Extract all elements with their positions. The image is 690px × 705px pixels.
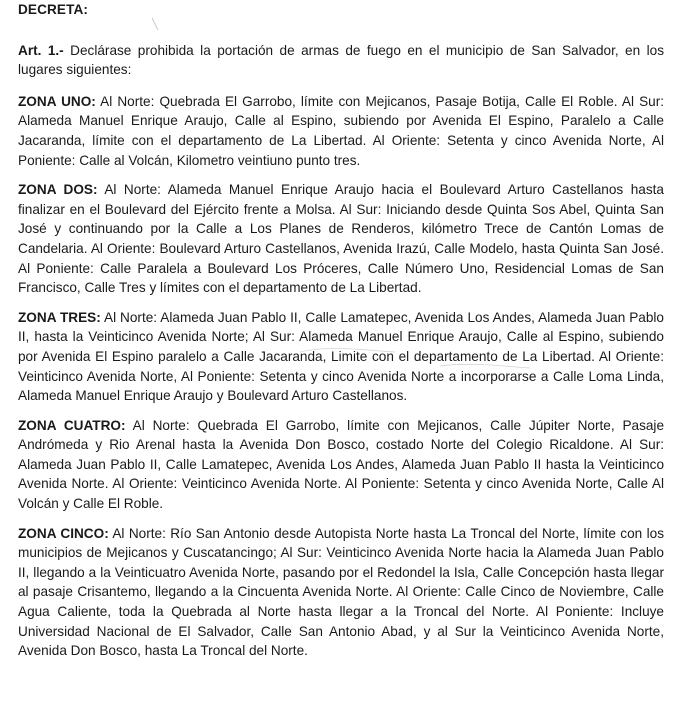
zone-text: Al Norte: Quebrada El Garrobo, límite con Mejicanos, Calle Júpiter Norte, Pasaje Andrómeda y Rio Arenal hasta la Avenida Don Bosco, costado Norte del Colegio Ricaldone. Al Sur: Alameda Juan Pablo II, Calle Lamatepec, Avenida Los Andes, Alameda Juan Pablo II hasta la Veinticinco Avenida Norte. Al Oriente: Veinticinco Avenida Norte. Al Poniente: Setenta y cinco Avenida Norte, Calle Al Volcán y Calle El Roble. xyxy=(18,417,665,512)
decree-heading: DECRETA: xyxy=(18,2,89,17)
zone-label: ZONA TRES: xyxy=(18,309,101,325)
zone-dos xyxy=(18,180,664,298)
zone-text: Al Norte: Alameda Juan Pablo II, Calle Lamatepec, Avenida Los Andes, Alameda Juan Pablo II, hasta la Veinticinco Avenida Norte; Al Sur: Alameda Manuel Enrique Araujo, Calle al Espino, subiendo por Avenida El Espino paralelo a Calle Jacaranda, Limite con el departamento de La Libertad. Al Oriente: Veinticinco Avenida Norte, Al Poniente: Setenta y cinco Avenida Norte a incorporarse a Calle Loma Linda, Alameda Manuel Enrique Araujo y Boulevard Arturo Castellanos. xyxy=(18,309,664,404)
article-text: Declárase prohibida la portación de armas de fuego en el municipio de San Salvador, en los lugares siguientes: xyxy=(18,42,664,78)
zone-text: Al Norte: Río San Antonio desde Autopista Norte hasta La Troncal del Norte, límite con los municipios de Mejicanos y Cuscatancingo; Al Sur: Veinticinco Avenida Norte hacia la Alameda Juan Pablo II, llegando a la Veinticuatro Avenida Norte, pasando por el Redondel la Isla, Calle Concepción hasta llegar al pasaje Crisantemo, llegando a la Cincuenta Avenida Norte. Al Oriente: Calle Cinco de Noviembre, Calle Agua Caliente, toda la Quebrada al Norte hasta llegar a la Troncal del Norte. Al Poniente: Incluye Universidad Nacional de El Salvador, Calle San Antonio Abad, y al Sur la Veinticinco Avenida Norte, Avenida Don Bosco, hasta La Troncal del Norte. xyxy=(18,525,664,659)
zone-label: ZONA DOS: xyxy=(18,182,98,198)
decree-document xyxy=(18,0,664,661)
zone-cinco xyxy=(18,524,664,661)
zone-cuatro xyxy=(18,416,664,514)
zone-tres xyxy=(18,308,664,406)
zone-uno xyxy=(18,92,664,170)
article-label: Art. 1.- xyxy=(18,42,64,58)
article-1 xyxy=(18,41,664,80)
zone-label: ZONA CUATRO: xyxy=(18,417,126,433)
zone-text: Al Norte: Alameda Manuel Enrique Araujo hacia el Boulevard Arturo Castellanos hasta finalizar en el Boulevard del Ejército frente a Molsa. Al Sur: Iniciando desde Quinta Sos Abel, Quinta San José y continuando por la Calle a Los Planes de Renderos, kilómetro Trece de Cantón Lomas de Candelaria. Al Oriente: Boulevard Arturo Castellanos, Avenida Irazú, Calle Modelo, hasta Quinta San José. Al Poniente: Calle Paralela a Boulevard Los Próceres, Calle Número Uno, Residencial Lomas de San Francisco, Calle Tres y límites con el departamento de La Libertad. xyxy=(18,182,664,296)
zone-text: Al Norte: Quebrada El Garrobo, límite con Mejicanos, Pasaje Botija, Calle El Roble. Al Sur: Alameda Manuel Enrique Araujo, Calle al Espino, subiendo por Avenida El Espino, Paralelo a Calle Jacaranda, límite con el departamento de La Libertad. Al Oriente: Setenta y cinco Avenida Norte, Al Poniente: Calle al Volcán, Kilometro veintiuno punto tres. xyxy=(18,93,664,168)
zone-label: ZONA CINCO: xyxy=(18,525,109,541)
zone-label: ZONA UNO: xyxy=(18,93,96,109)
